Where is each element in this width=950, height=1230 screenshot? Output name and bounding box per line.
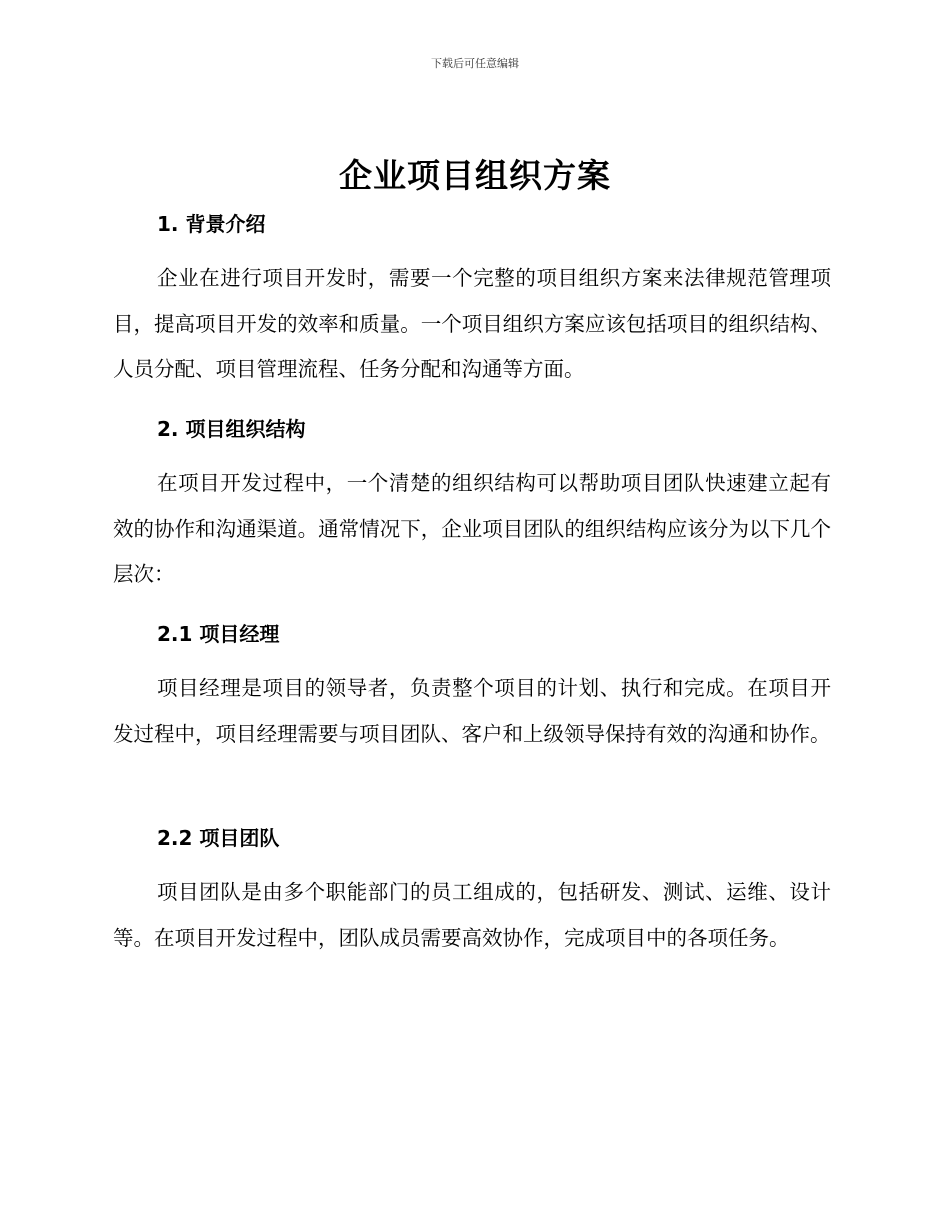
section-body-project-manager: 项目经理是项目的领导者，负责整个项目的计划、执行和完成。在项目开发过程中，项目经理需要与项目团队、客户和上级领导保持有效的沟通和协作。 [113,676,831,746]
section-body-project-team: 项目团队是由多个职能部门的员工组成的，包括研发、测试、运维、设计等。在项目开发过程中，团队成员需要高效协作，完成项目中的各项任务。 [113,880,831,950]
section-body-background: 企业在进行项目开发时，需要一个完整的项目组织方案来法律规范管理项目，提高项目开发的效率和质量。一个项目组织方案应该包括项目的组织结构、人员分配、项目管理流程、任务分配和沟通等方面。 [113,266,831,381]
section-heading-project-manager: 2.1 项目经理 [157,622,280,646]
document-title: 企业项目组织方案 [339,156,611,195]
page-header-note: 下载后可任意编辑 [431,57,519,70]
section-body-org-structure: 在项目开发过程中，一个清楚的组织结构可以帮助项目团队快速建立起有效的协作和沟通渠道。通常情况下，企业项目团队的组织结构应该分为以下几个层次： [113,471,831,586]
section-heading-org-structure: 2. 项目组织结构 [157,417,306,441]
section-heading-background: 1. 背景介绍 [157,212,266,236]
section-heading-project-team: 2.2 项目团队 [157,826,280,850]
